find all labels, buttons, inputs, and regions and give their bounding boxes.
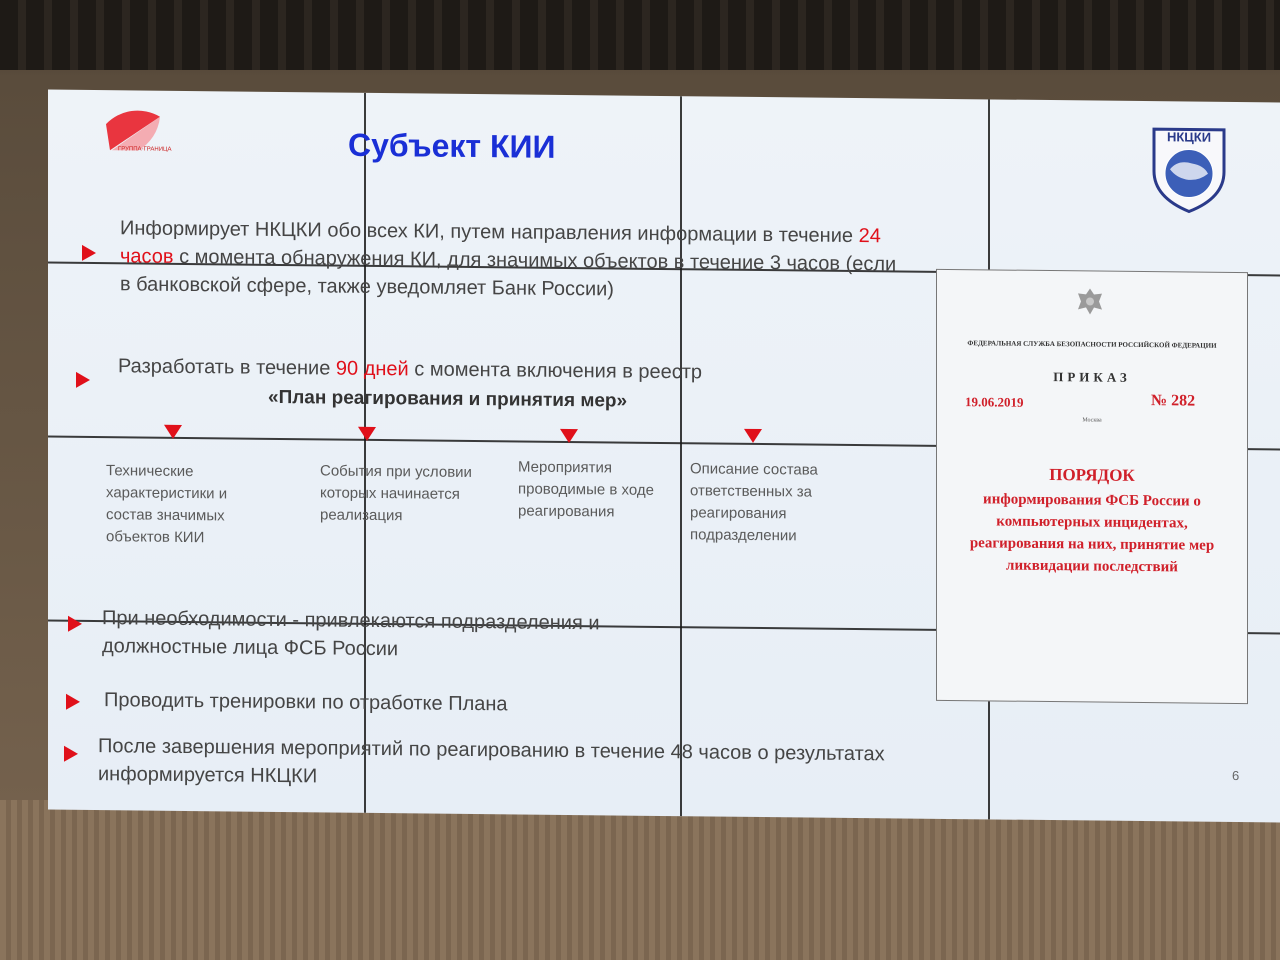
bullet-arrow-icon bbox=[64, 746, 78, 762]
slide-title: Субъект КИИ bbox=[348, 126, 556, 165]
bullet-arrow-icon bbox=[76, 372, 90, 388]
plan-component-2: События при условии которых начинается реализация bbox=[320, 462, 472, 525]
bullet-arrow-icon bbox=[82, 245, 96, 261]
plan-paragraph: Разработать в течение 90 дней с момента включения в реестр bbox=[118, 355, 703, 384]
order-number: № 282 bbox=[1151, 392, 1196, 410]
plan-title: «План реагирования и принятия мер» bbox=[268, 386, 628, 412]
order-date: 19.06.2019 bbox=[965, 394, 1024, 410]
page-number: 6 bbox=[1232, 767, 1240, 784]
order-city: Москва bbox=[1082, 417, 1102, 424]
order-body: информирования ФСБ России о компьютерных инцидентах, реагирования на них, принятие мер ликвидации последствий bbox=[969, 491, 1215, 576]
bullet-arrow-icon bbox=[68, 616, 82, 632]
bullet-arrow-icon bbox=[66, 694, 80, 710]
wall-panels bbox=[0, 800, 1280, 960]
bullet-training: Проводить тренировки по отработке Плана bbox=[104, 689, 508, 716]
plan-component-4: Описание состава ответственных за реагирования подразделении bbox=[690, 460, 818, 545]
agency-name: ФЕДЕРАЛЬНАЯ СЛУЖБА БЕЗОПАСНОСТИ РОССИЙСКОЙ ФЕДЕРАЦИИ bbox=[967, 339, 1217, 350]
down-arrow-icon bbox=[164, 425, 182, 439]
brand-logo-text: ГРУППА-ГРАНИЦА bbox=[118, 146, 172, 153]
order-heading: ПРИКАЗ bbox=[1053, 369, 1131, 385]
plan-component-3: Мероприятия проводимые в ходе реагирования bbox=[518, 458, 654, 521]
nkcki-badge-text: НКЦКИ bbox=[1166, 129, 1212, 145]
fsb-order-document bbox=[936, 269, 1248, 704]
down-arrow-icon bbox=[744, 429, 762, 443]
bullet-fsb-involvement: При необходимости - привлекаются подразделения и должностные лица ФСБ России bbox=[102, 607, 600, 661]
order-title: ПОРЯДОК bbox=[1049, 465, 1135, 485]
plan-component-1: Технические характеристики и состав значимых объектов КИИ bbox=[106, 462, 228, 547]
down-arrow-icon bbox=[358, 427, 376, 441]
down-arrow-icon bbox=[560, 429, 578, 443]
notification-paragraph: Информирует НКЦКИ обо всех КИ, путем направления информации в течение 24 часов с момента обнаружения КИ, для значимых объектов в течение 3 часов (если в банковской сфере, также уведомляет Банк России) bbox=[120, 217, 897, 301]
bullet-report-after: После завершения мероприятий по реагированию в течение 48 часов о результатах информируется НКЦКИ bbox=[98, 735, 885, 788]
eagle-emblem-icon bbox=[1075, 285, 1105, 317]
ceiling-panels bbox=[0, 0, 1280, 70]
presentation-screen bbox=[48, 90, 1280, 823]
